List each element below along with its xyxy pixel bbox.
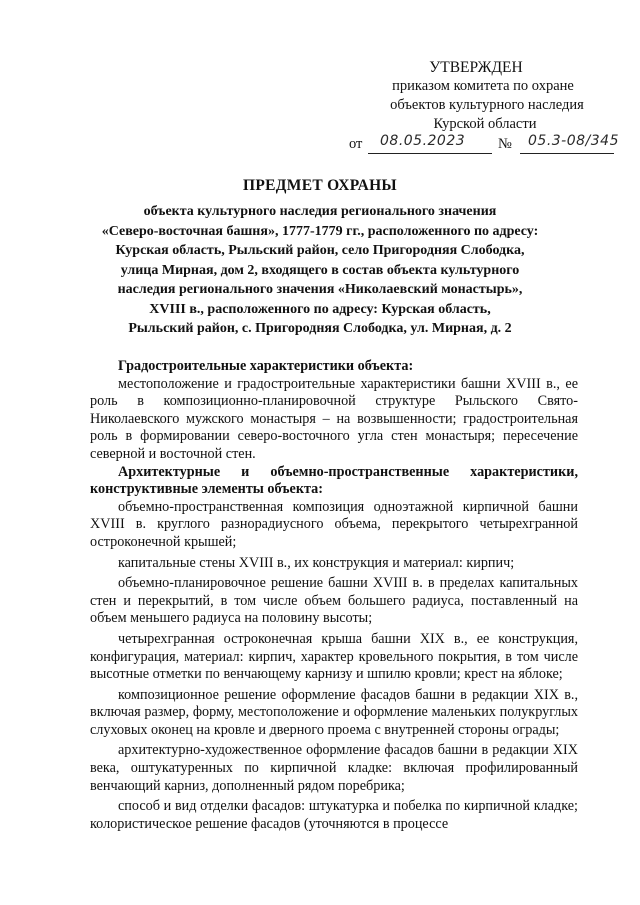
heading-line: наследия регионального значения «Николаевский монастырь», <box>117 282 523 297</box>
heading-line: объекта культурного наследия регионального значения <box>143 204 497 219</box>
paragraph: способ и вид отделки фасадов: штукатурка и побелка по кирпичной кладке; колористическое решение фасадов (уточняются в процессе <box>90 798 578 832</box>
document-body <box>90 358 578 833</box>
approval-line: Курской области <box>433 116 537 132</box>
paragraph: капитальные стены XVIII в., их конструкция и материал: кирпич; <box>118 554 515 571</box>
section-heading-architecture: Архитектурные и объемно-пространственные характеристики, конструктивные элементы объекта: <box>90 463 578 498</box>
paragraph: объемно-пространственная композиция одноэтажной кирпичной башни XVIII в. круглого разнорадиусного объема, перекрытого четырехгранной остроконечной крышей; <box>90 498 578 550</box>
number-label: № <box>498 136 512 152</box>
approval-date-number-row <box>330 135 630 159</box>
from-label: от <box>349 136 363 152</box>
approval-line: приказом комитета по охране <box>392 78 574 94</box>
handwritten-date: 08.05.2023 <box>380 133 466 149</box>
number-underline <box>520 153 614 154</box>
document-heading <box>70 176 570 339</box>
approval-line: объектов культурного наследия <box>390 97 584 113</box>
heading-line: «Северо-восточная башня», 1777-1779 гг., расположенного по адресу: <box>101 223 539 239</box>
heading-line: Рыльский район, с. Пригородняя Слободка, ул. Мирная, д. 2 <box>128 321 512 336</box>
approval-stamp-block <box>330 58 630 159</box>
approval-title: УТВЕРЖДЕН <box>429 59 523 76</box>
paragraph: четырехгранная остроконечная крыша башни XIX в., ее конструкция, конфигурация, материал: кирпич, характер кровельного покрытия, в том числе высотные отметки по венчающему карнизу и шпилю кровли; крест на яблоке; <box>90 630 578 683</box>
date-underline <box>368 153 492 154</box>
handwritten-number: 05.3-08/345 <box>528 133 619 149</box>
paragraph: объемно-планировочное решение башни XVIII в. в пределах капитальных стен и перекрытий, в том числе объем большего радиуса, поставленный на объем меньшего радиуса на половину высоты; <box>90 575 578 627</box>
paragraph: местоположение и градостроительные характеристики башни XVIII в., ее роль в композиционно-планировочной структуре Рыльского Свято-Николаевского мужского монастыря – на возвышенности; градостроительная роль в формировании северо-восточного угла стен монастыря; пересечение северной и восточной стен. <box>90 375 578 462</box>
heading-line: XVIII в., расположенного по адресу: Курская область, <box>149 301 491 317</box>
paragraph: композиционное решение оформление фасадов башни в редакции XIX в., включая размер, форму, местоположение и оформление маленьких полукруглых слуховых оконец на кровле и дверного проема с внутренней стороны ограды; <box>90 686 578 738</box>
paragraph: архитектурно-художественное оформление фасадов башни в редакции XIX века, оштукатуренных по кирпичной кладке: включая профилированный венчающий карниз, дополненный рядом поребрика; <box>90 742 578 794</box>
document-title: ПРЕДМЕТ ОХРАНЫ <box>243 177 397 194</box>
section-heading-urban: Градостроительные характеристики объекта: <box>118 358 414 374</box>
heading-line: улица Мирная, дом 2, входящего в состав объекта культурного <box>120 262 520 278</box>
heading-line: Курская область, Рыльский район, село Пригородняя Слободка, <box>115 243 525 258</box>
